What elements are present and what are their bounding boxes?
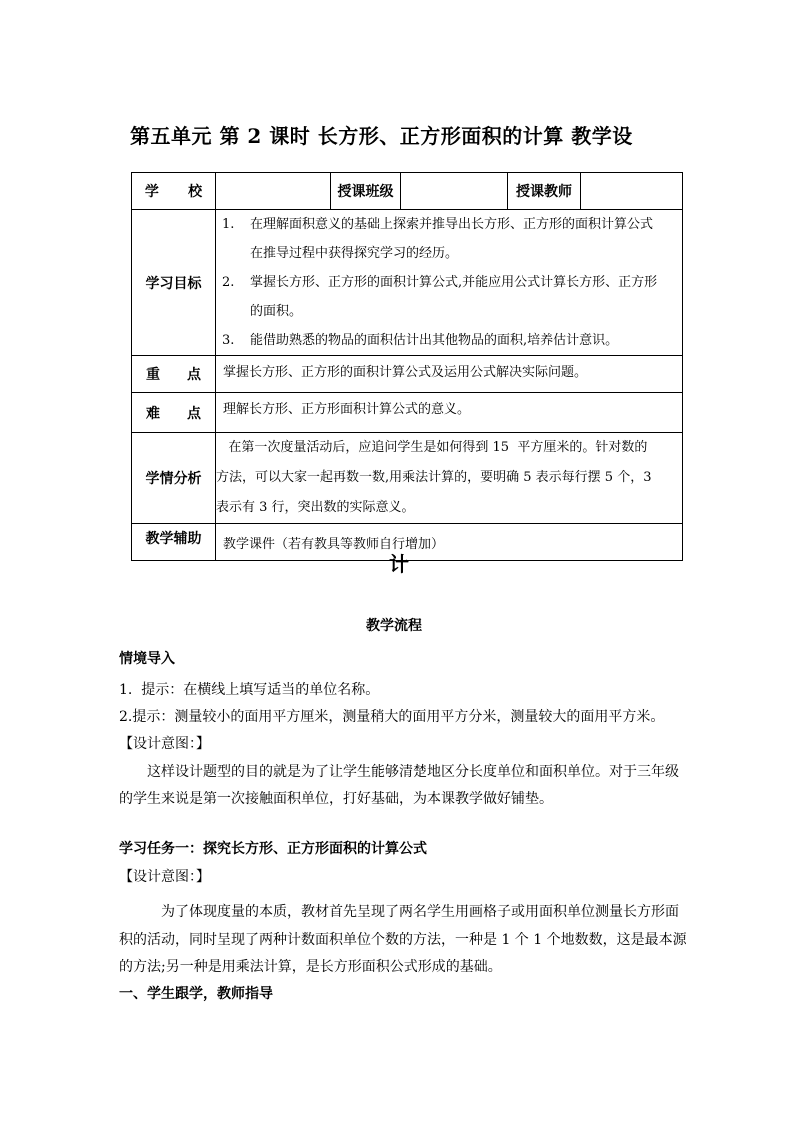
goal-item: 3. 能借助熟悉的物品的面积估计出其他物品的面积,培养估计意识。 (222, 333, 619, 348)
class-value-cell (401, 173, 508, 210)
goals-label: 学习目标 (145, 275, 202, 292)
paragraph-line: 的方法;另一种是用乘法计算，是长方形面积公式形成的基础。 (119, 959, 502, 975)
aid-text: 教学课件（若有教具等教师自行增加） (216, 524, 683, 561)
diff-label: 难 点 (146, 405, 201, 422)
goals-label-cell (132, 210, 216, 356)
table-row-goals (132, 210, 683, 356)
aid-label-cell (132, 524, 216, 561)
lesson-info-table (131, 172, 683, 561)
analysis-line: 在第一次度量活动后，应追问学生是如何得到 15 平方厘米的。针对数的 (216, 440, 648, 455)
aid-label: 教学辅助 (145, 531, 202, 547)
goal-item-continued: 的面积。 (250, 304, 303, 319)
class-label-cell (331, 173, 401, 210)
design-intent-label: 【设计意图：】 (119, 869, 210, 885)
section-heading-task1: 学习任务一：探究长方形、正方形面积的计算公式 (119, 841, 427, 857)
class-label: 授课班级 (337, 184, 394, 200)
analysis-label: 学情分析 (145, 471, 202, 487)
analysis-label-cell (132, 433, 216, 524)
intro-item: 2.提示：测量较小的面用平方厘米，测量稍大的面用平方分米，测量较大的面用平方米。 (119, 709, 665, 725)
key-label-cell (132, 356, 216, 393)
school-value-cell (216, 173, 331, 210)
goal-item-continued: 在推导过程中获得探究学习的经历。 (250, 246, 459, 261)
design-intent-label: 【设计意图：】 (119, 736, 210, 752)
document-title: 第五单元 第 2 课时 长方形、正方形面积的计算 教学设 (130, 124, 633, 148)
goal-item: 1. 在理解面积意义的基础上探索并推导出长方形、正方形的面积计算公式 (222, 217, 654, 232)
table-row-difficulties (132, 393, 683, 433)
analysis-line: 方法，可以大家一起再数一数,用乘法计算的，要明确 5 表示每行摆 5 个，3 (216, 470, 652, 485)
paragraph-line: 积的活动，同时呈现了两种计数面积单位个数的方法，一种是 1 个 1 个地数数，这是最本源 (119, 932, 687, 948)
key-label: 重 点 (146, 367, 201, 383)
intro-item: 1. 提示：在横线上填写适当的单位名称。 (119, 682, 380, 698)
school-label-cell (132, 173, 216, 210)
teacher-value-cell (581, 173, 683, 210)
teacher-label-cell (508, 173, 581, 210)
diff-label-cell (132, 393, 216, 433)
paragraph-line: 这样设计题型的目的就是为了让学生能够清楚地区分长度单位和面积单位。对于三年级 (147, 764, 679, 780)
analysis-content (216, 433, 683, 524)
teacher-label: 授课教师 (516, 184, 572, 200)
goals-content-cell (216, 210, 683, 356)
goal-item: 2. 掌握长方形、正方形的面积计算公式,并能应用公式计算长方形、正方形 (222, 275, 658, 290)
section-heading-intro: 情境导入 (119, 651, 175, 667)
section-heading-guidance: 一、学生跟学，教师指导 (119, 986, 273, 1002)
key-text: 掌握长方形、正方形的面积计算公式及运用公式解决实际问题。 (216, 356, 683, 393)
table-row-key-points (132, 356, 683, 393)
document-title-tail: 计 (389, 552, 409, 576)
paragraph-line: 的学生来说是第一次接触面积单位，打好基础，为本课教学做好铺垫。 (119, 791, 553, 807)
analysis-line: 表示有 3 行，突出数的实际意义。 (216, 500, 415, 515)
flow-title: 教学流程 (366, 618, 422, 634)
table-row-analysis (132, 433, 683, 524)
table-row-header (132, 173, 683, 210)
diff-text: 理解长方形、正方形面积计算公式的意义。 (216, 393, 683, 433)
paragraph-line: 为了体现度量的本质，教材首先呈现了两名学生用画格子或用面积单位测量长方形面 (161, 904, 679, 920)
school-label: 学 校 (144, 184, 203, 200)
